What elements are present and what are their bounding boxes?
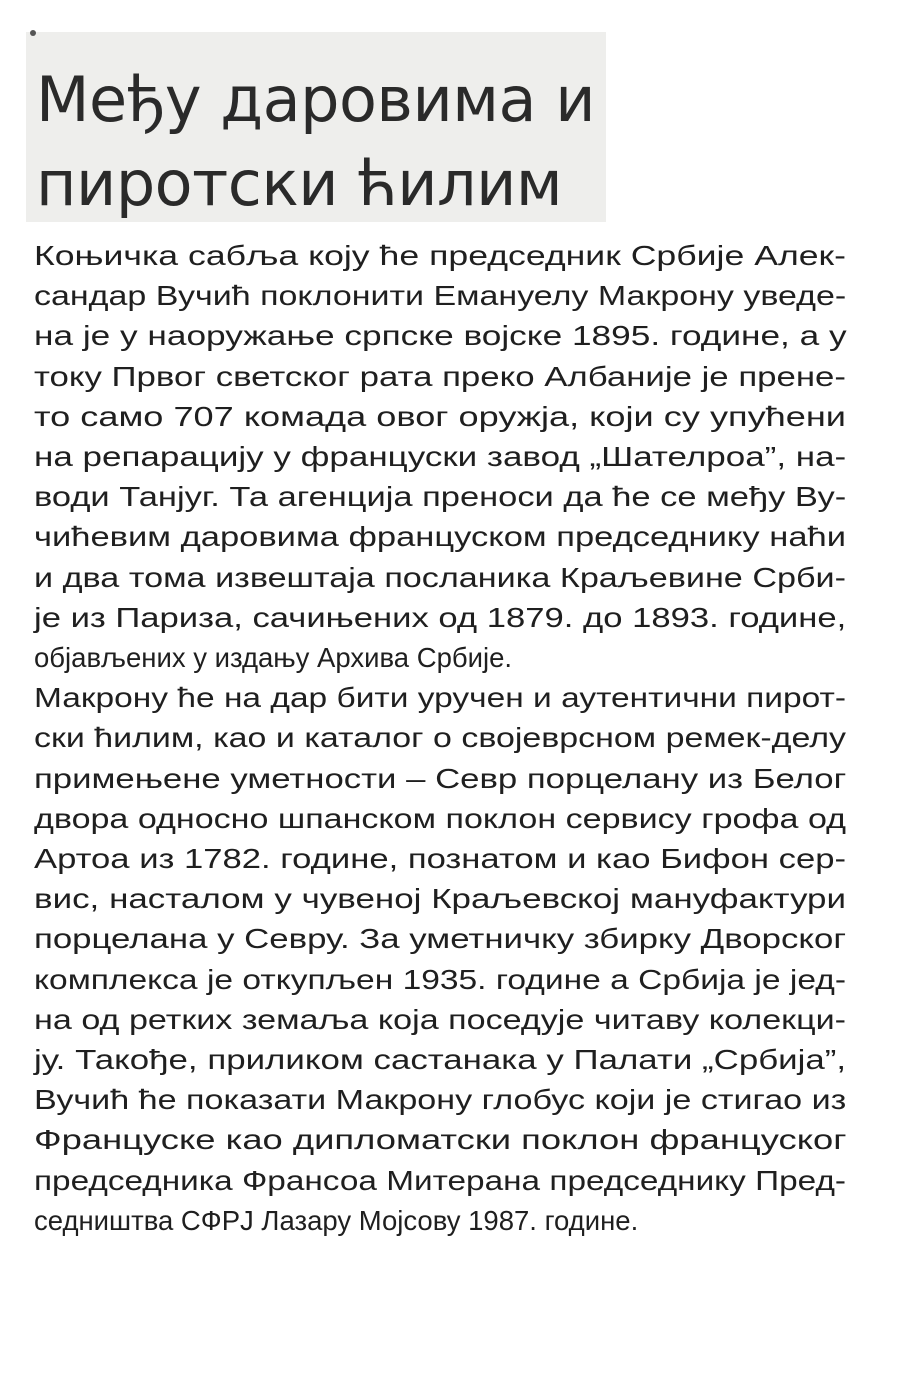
article-line: примењене уметности – Севр порцелану из Белог <box>34 762 847 794</box>
article-headline: Међу даровима и пиротски ћилим <box>36 63 596 220</box>
paragraph-2 <box>34 678 846 1241</box>
print-speck <box>30 30 36 36</box>
article-line: на је у наоружање српске војске 1895. године, а у <box>34 320 847 352</box>
article-line: је из Париза, сачињених од 1879. до 1893. године, <box>34 601 847 633</box>
article-line: ски ћилим, као и каталог о својеврсном ремек-делу <box>34 722 846 754</box>
article-line: седништва СФРЈ Лазару Мојсову 1987. године. <box>34 1204 639 1236</box>
article-line: Артоа из 1782. године, познатом и као Бифон сер- <box>34 843 846 875</box>
article-line: комплекса је откупљен 1935. године а Србија је јед- <box>34 963 846 995</box>
article-line: и два тома извештаја посланика Краљевине Срби- <box>34 561 847 593</box>
article-line: Макрону ће на дар бити уручен и аутентични пирот- <box>34 682 846 714</box>
article-line: председника Франсоа Митерана председнику Пред- <box>34 1164 846 1196</box>
article-line: двора односно шпанском поклон сервису грофа од <box>34 802 846 834</box>
article-line: току Првог светског рата преко Албаније је прене- <box>34 360 846 392</box>
article-line: Коњичка сабља коју ће председник Србије Алек- <box>34 240 846 271</box>
article-line: вис, насталом у чувеној Краљевској мануфактури <box>34 883 846 915</box>
article-line: порцелана у Севру. За уметничку збирку Дворског <box>34 923 847 955</box>
article-body <box>34 236 846 1241</box>
article-line: Француске као дипломатски поклон француског <box>34 1124 847 1156</box>
article-line: на од ретких земаља која поседује читаву колекци- <box>34 1003 847 1035</box>
article-line: ју. Такође, приликом састанака у Палати „Србија”, <box>34 1044 847 1076</box>
article-line: на репарацију у француски завод „Шателроа”, на- <box>34 441 847 473</box>
paragraph-1 <box>34 236 846 678</box>
article-line: Вучић ће показати Макрону глобус који је стигао из <box>34 1084 847 1116</box>
article-line: води Танјуг. Та агенција преноси да ће се међу Ву- <box>34 481 847 513</box>
article-line: чићевим даровима француском председнику наћи <box>34 521 847 553</box>
article-line: то само 707 комада овог оружја, који су упућени <box>34 400 846 432</box>
article-line: сандар Вучић поклонити Емануелу Макрону уведе- <box>34 280 847 312</box>
article-line: објављених у издању Архива Србије. <box>34 642 513 674</box>
